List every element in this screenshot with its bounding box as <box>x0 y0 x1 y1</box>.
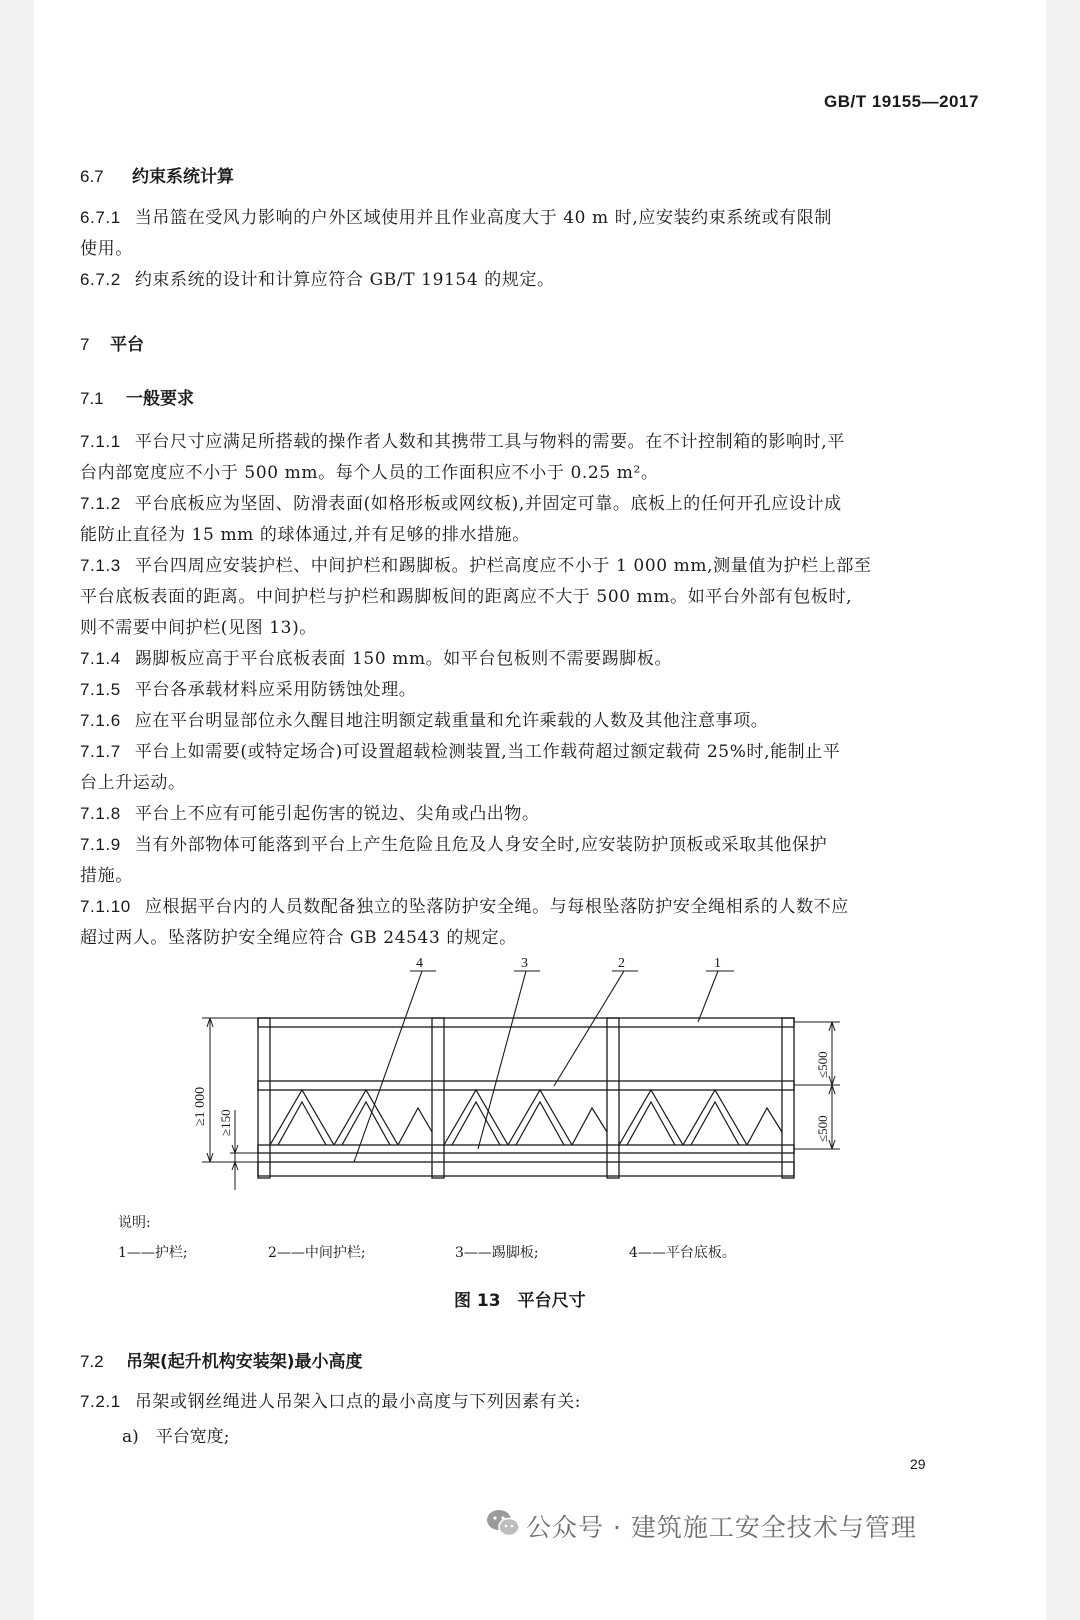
paragraph-7-1-5: 7.1.5 平台各承载材料应采用防锈蚀处理。 <box>80 680 417 700</box>
truss-bracing <box>270 1090 782 1145</box>
paragraph-6-7-2: 6.7.2 约束系统的设计和计算应符合 GB/T 19154 的规定。 <box>80 270 555 290</box>
section-heading-6-7: 6.7 约束系统计算 <box>80 167 234 187</box>
platform-frame <box>258 1018 794 1178</box>
platform-dimension-figure <box>34 950 1046 1200</box>
section-heading-7: 7 平台 <box>80 335 144 355</box>
legend-item-1: 1——护栏; <box>118 1245 188 1261</box>
paragraph-7-1-3: 7.1.3 平台四周应安装护栏、中间护栏和踢脚板。护栏高度应不小于 1 000 mm,测量值为护栏上部至 平台底板表面的距离。中间护栏与护栏和踢脚板间的距离应不大于 500 mm。如平台外部有包板时, 则不需要中间护栏(见图 13)。 <box>80 556 872 638</box>
callout-2: 2 <box>618 956 625 971</box>
paragraph-7-1-6: 7.1.6 应在平台明显部位永久醒目地注明额定载重量和允许乘载的人数及其他注意事项。 <box>80 711 769 731</box>
watermark-text: 公众号 · 建筑施工安全技术与管理 <box>526 1513 917 1542</box>
wechat-icon <box>486 1508 520 1538</box>
dim-upper-spacing: ≤500 <box>815 1051 830 1078</box>
intermediate-rail <box>258 1081 794 1090</box>
page-number: 29 <box>910 1456 926 1472</box>
legend-item-4: 4——平台底板。 <box>629 1245 736 1261</box>
dim-toeboard-height: ≥150 <box>218 1109 233 1136</box>
standard-code: GB/T 19155—2017 <box>824 92 979 111</box>
document-page <box>34 0 1046 1620</box>
guardrail <box>258 1018 794 1027</box>
list-item-a: a) 平台宽度; <box>122 1427 230 1447</box>
legend-item-3: 3——踢脚板; <box>455 1245 539 1261</box>
section-heading-7-1: 7.1 一般要求 <box>80 389 194 409</box>
paragraph-6-7-1: 6.7.1 当吊篮在受风力影响的户外区域使用并且作业高度大于 40 m 时,应安装约束系统或有限制 使用。 <box>80 208 832 259</box>
legend-title: 说明: <box>118 1215 151 1231</box>
paragraph-7-1-1: 7.1.1 平台尺寸应满足所搭载的操作者人数和其携带工具与物料的需要。在不计控制箱的影响时,平 台内部宽度应不小于 500 mm。每个人员的工作面积应不小于 0.25 m²。 <box>80 432 845 483</box>
toe-board <box>258 1145 794 1153</box>
paragraph-7-1-7: 7.1.7 平台上如需要(或特定场合)可设置超载检测装置,当工作载荷超过额定载荷 25%时,能制止平 台上升运动。 <box>80 742 841 793</box>
figure-caption: 图 13 平台尺寸 <box>454 1291 586 1311</box>
section-heading-7-2: 7.2 吊架(起升机构安装架)最小高度 <box>80 1352 363 1372</box>
dim-lower-spacing: ≤500 <box>815 1115 830 1142</box>
legend-item-2: 2——中间护栏; <box>268 1245 366 1261</box>
platform-floor <box>258 1162 794 1176</box>
dim-guardrail-height: ≥1 000 <box>193 1086 208 1126</box>
left-dimensions <box>202 1018 258 1190</box>
paragraph-7-1-9: 7.1.9 当有外部物体可能落到平台上产生危险且危及人身安全时,应安装防护顶板或采取其他保护 措施。 <box>80 835 828 886</box>
callout-3: 3 <box>521 956 528 971</box>
callout-leaders <box>354 971 734 1162</box>
paragraph-7-1-4: 7.1.4 踢脚板应高于平台底板表面 150 mm。如平台包板则不需要踢脚板。 <box>80 649 673 669</box>
callout-4: 4 <box>416 956 423 971</box>
paragraph-7-2-1: 7.2.1 吊架或钢丝绳进人吊架入口点的最小高度与下列因素有关: <box>80 1392 582 1412</box>
paragraph-7-1-8: 7.1.8 平台上不应有可能引起伤害的锐边、尖角或凸出物。 <box>80 804 540 824</box>
paragraph-7-1-2: 7.1.2 平台底板应为坚固、防滑表面(如格形板或网纹板),并固定可靠。底板上的任何开孔应设计成 能防止直径为 15 mm 的球体通过,并有足够的排水措施。 <box>80 494 842 545</box>
callout-1: 1 <box>714 956 721 971</box>
paragraph-7-1-10: 7.1.10 应根据平台内的人员数配备独立的坠落防护安全绳。与每根坠落防护安全绳相系的人数不应 超过两人。坠落防护安全绳应符合 GB 24543 的规定。 <box>80 897 849 948</box>
